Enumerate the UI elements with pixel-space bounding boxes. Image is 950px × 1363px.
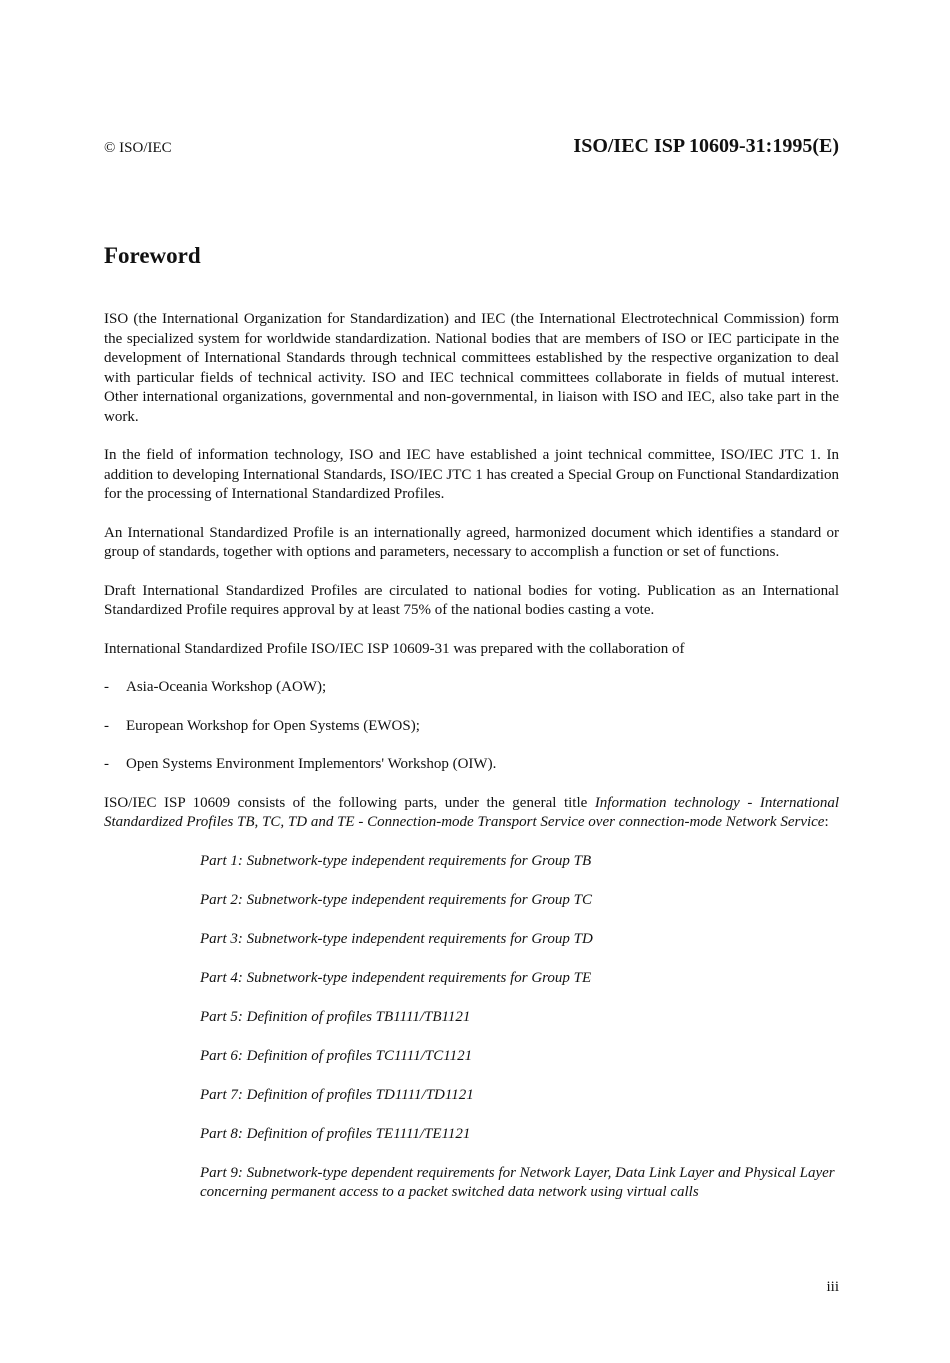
foreword-body	[104, 310, 839, 1203]
list-item	[104, 678, 839, 698]
list-item	[104, 755, 839, 775]
list-item: Part 8: Definition of profiles TE1111/TE1121	[200, 1125, 471, 1142]
list-item: Part 5: Definition of profiles TB1111/TB1121	[200, 1008, 471, 1025]
list-marker: -	[104, 717, 109, 734]
paragraph-prepared-by: International Standardized Profile ISO/IEC ISP 10609-31 was prepared with the collaboration of	[104, 640, 685, 657]
list-item: Part 9: Subnetwork-type dependent requirements for Network Layer, Data Link Layer and Physical Layer concerning permanent access to a packet switched data network using virtual calls	[200, 1164, 835, 1200]
page-number: iii	[826, 1279, 839, 1295]
general-title: Information technology - International Standardized Profiles TB, TC, TD and TE - Connection-mode Transport Service over connection-mode Network Service	[104, 794, 839, 830]
paragraph-jtc1: In the field of information technology, ISO and IEC have established a joint technical committee, ISO/IEC JTC 1. In addition to developing International Standards, ISO/IEC JTC 1 has created a Special Group on Functional Standardization for the processing of International Standardized Profiles.	[104, 447, 839, 502]
paragraph-draft-isp: Draft International Standardized Profiles are circulated to national bodies for voting. Publication as an International Standardized Profile requires approval by at least 75% of the national bodies casting a vote.	[104, 582, 839, 618]
standard-number-header: ISO/IEC ISP 10609-31:1995(E)	[573, 135, 839, 157]
paragraph-iso-iec: ISO (the International Organization for Standardization) and IEC (the International Electrotechnical Commission) form the specialized system for worldwide standardization. National bodies that are members of ISO or IEC participate in the development of International Standards through technical committees established by the respective organization to deal with particular fields of technical activity. ISO and IEC technical committees collaborate in fields of mutual interest. Other international organizations, governmental and non-governmental, in liaison with ISO and IEC, also take part in the work.	[104, 311, 839, 425]
list-marker: -	[104, 756, 109, 772]
copyright-header: © ISO/IEC	[104, 140, 172, 156]
parts-intro-text: ISO/IEC ISP 10609 consists of the following parts, under the general title	[104, 794, 595, 811]
list-item: Part 7: Definition of profiles TD1111/TD1121	[200, 1086, 474, 1103]
list-item: Part 1: Subnetwork-type independent requirements for Group TB	[200, 852, 592, 869]
list-item	[104, 717, 839, 737]
list-item: Part 2: Subnetwork-type independent requirements for Group TC	[200, 891, 593, 908]
collaborator-ewos: European Workshop for Open Systems (EWOS);	[126, 717, 420, 734]
paragraph-parts-intro	[104, 794, 839, 833]
list-item: Part 4: Subnetwork-type independent requirements for Group TE	[200, 969, 592, 986]
collaborator-aow: Asia-Oceania Workshop (AOW);	[126, 679, 327, 695]
collaborator-oiw: Open Systems Environment Implementors' Workshop (OIW).	[126, 756, 497, 772]
collaborators-list	[104, 678, 839, 775]
paragraph-isp-definition: An International Standardized Profile is an internationally agreed, harmonized document which identifies a standard or group of standards, together with options and parameters, necessary to accomplish a function or set of functions.	[104, 524, 839, 560]
parts-list	[104, 852, 839, 1203]
list-item: Part 6: Definition of profiles TC1111/TC1121	[200, 1047, 473, 1064]
parts-intro-suffix: :	[824, 814, 829, 830]
list-marker: -	[104, 679, 109, 695]
page-title: Foreword	[104, 243, 201, 268]
list-item: Part 3: Subnetwork-type independent requirements for Group TD	[200, 930, 593, 947]
